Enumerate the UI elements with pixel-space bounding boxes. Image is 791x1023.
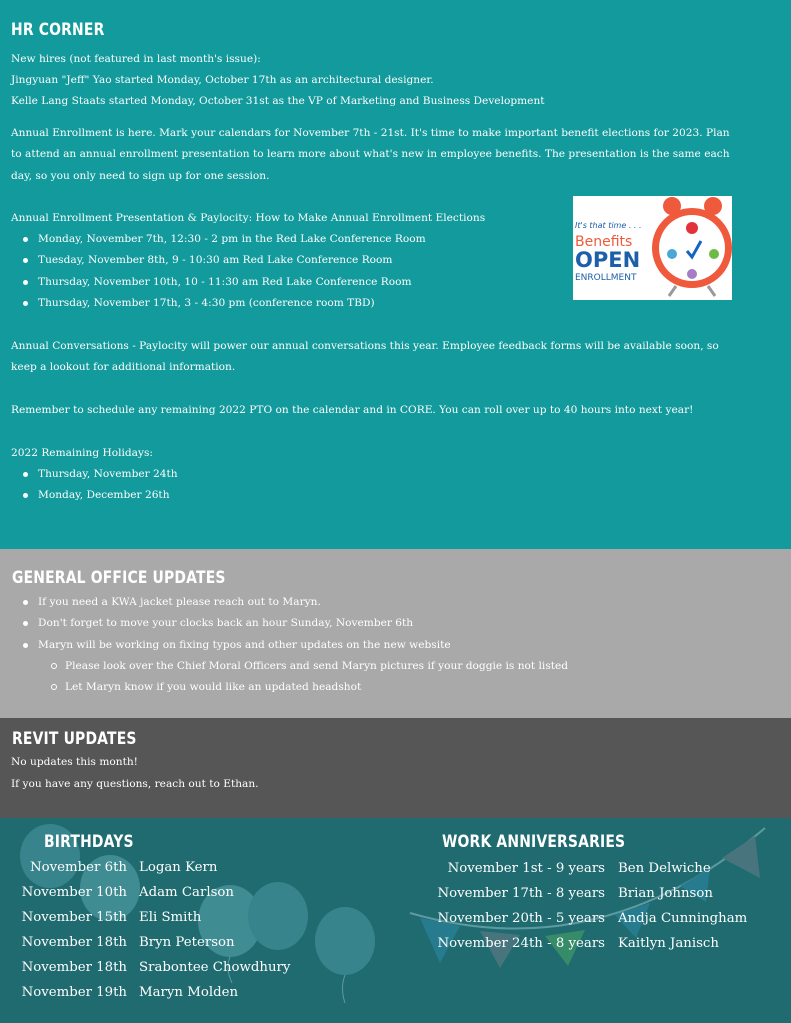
general-sublist: [65, 656, 568, 699]
benefits-open-enrollment-image: [573, 196, 732, 300]
birthday-date: November 6th: [30, 860, 127, 875]
general-office-heading: GENERAL OFFICE UPDATES: [12, 568, 226, 588]
work-anniversaries-heading: WORK ANNIVERSARIES: [442, 832, 626, 852]
new-hires-intro: New hires (not featured in last month's issue):: [11, 53, 261, 65]
general-item: Maryn will be working on fixing typos and other updates on the new website: [38, 635, 451, 656]
general-list: [38, 592, 451, 656]
birthday-name: Maryn Molden: [139, 985, 239, 1000]
general-item: Don't forget to move your clocks back an hour Sunday, November 6th: [38, 613, 451, 634]
anniversary-date: November 17th - 8 years: [437, 886, 605, 901]
image-open: OPEN: [575, 248, 641, 272]
image-enrollment: ENROLLMENT: [575, 273, 637, 283]
anniversary-name: Andja Cunningham: [618, 911, 748, 926]
anniversary-date: November 1st - 9 years: [447, 861, 605, 876]
birthday-date: November 15th: [21, 910, 127, 925]
annual-enrollment-text: Annual Enrollment is here. Mark your calendars for November 7th - 21st. It's time to make important benefit elections for 2023. Plan to attend an annual enrollment presentation to learn more about what's new in employee benefits. The presentation is the same each day, so you only need to sign up for one session.: [11, 127, 730, 182]
anniversary-name: Ben Delwiche: [618, 861, 711, 876]
session-list: [38, 229, 426, 314]
holiday-list: [38, 464, 178, 507]
session-item: Thursday, November 17th, 3 - 4:30 pm (conference room TBD): [38, 293, 426, 314]
birthday-date: November 18th: [21, 935, 127, 950]
general-subitem: Let Maryn know if you would like an updated headshot: [65, 677, 568, 698]
image-benefits: Benefits: [575, 234, 633, 250]
birthday-name: Bryn Peterson: [139, 935, 235, 950]
alarm-clock-icon: [573, 196, 732, 300]
birthday-date: November 10th: [21, 885, 127, 900]
holidays-title: 2022 Remaining Holidays:: [11, 447, 153, 459]
anniversary-date: November 24th - 8 years: [437, 936, 605, 951]
revit-section: [0, 718, 791, 818]
holiday-item: Thursday, November 24th: [38, 464, 178, 485]
revit-line: If you have any questions, reach out to Ethan.: [11, 778, 259, 790]
session-item: Tuesday, November 8th, 9 - 10:30 am Red Lake Conference Room: [38, 250, 426, 271]
birthday-name: Logan Kern: [139, 860, 218, 875]
general-office-section: [0, 549, 791, 718]
revit-line: No updates this month!: [11, 756, 138, 768]
new-hire-1: Jingyuan "Jeff" Yao started Monday, October 17th as an architectural designer.: [11, 74, 434, 86]
anniversary-date: November 20th - 5 years: [437, 911, 605, 926]
celebrations-section: [0, 818, 791, 1023]
birthday-name: Srabontee Chowdhury: [139, 960, 291, 975]
session-item: Monday, November 7th, 12:30 - 2 pm in the Red Lake Conference Room: [38, 229, 426, 250]
holiday-item: Monday, December 26th: [38, 485, 178, 506]
birthday-date: November 18th: [21, 960, 127, 975]
revit-heading: REVIT UPDATES: [12, 729, 137, 749]
annual-conversations-text: Annual Conversations - Paylocity will power our annual conversations this year. Employee feedback forms will be available soon, so keep a lookout for additional information.: [11, 340, 719, 374]
hr-corner-heading: HR CORNER: [11, 20, 105, 40]
anniversary-name: Brian Johnson: [618, 886, 713, 901]
new-hire-2: Kelle Lang Staats started Monday, October 31st as the VP of Marketing and Business Development: [11, 95, 545, 107]
birthday-date: November 19th: [21, 985, 127, 1000]
image-tagline: It's that time . . .: [575, 221, 642, 230]
birthday-name: Adam Carlson: [139, 885, 234, 900]
anniversary-name: Kaitlyn Janisch: [618, 936, 719, 951]
birthdays-heading: BIRTHDAYS: [44, 832, 134, 852]
general-item: If you need a KWA jacket please reach out to Maryn.: [38, 592, 451, 613]
presentation-title: Annual Enrollment Presentation & Paylocity: How to Make Annual Enrollment Elections: [11, 212, 486, 224]
birthday-name: Eli Smith: [139, 910, 202, 925]
pto-reminder: Remember to schedule any remaining 2022 PTO on the calendar and in CORE. You can roll over up to 40 hours into next year!: [11, 404, 694, 416]
session-item: Thursday, November 10th, 10 - 11:30 am Red Lake Conference Room: [38, 272, 426, 293]
general-subitem: Please look over the Chief Moral Officers and send Maryn pictures if your doggie is not listed: [65, 656, 568, 677]
